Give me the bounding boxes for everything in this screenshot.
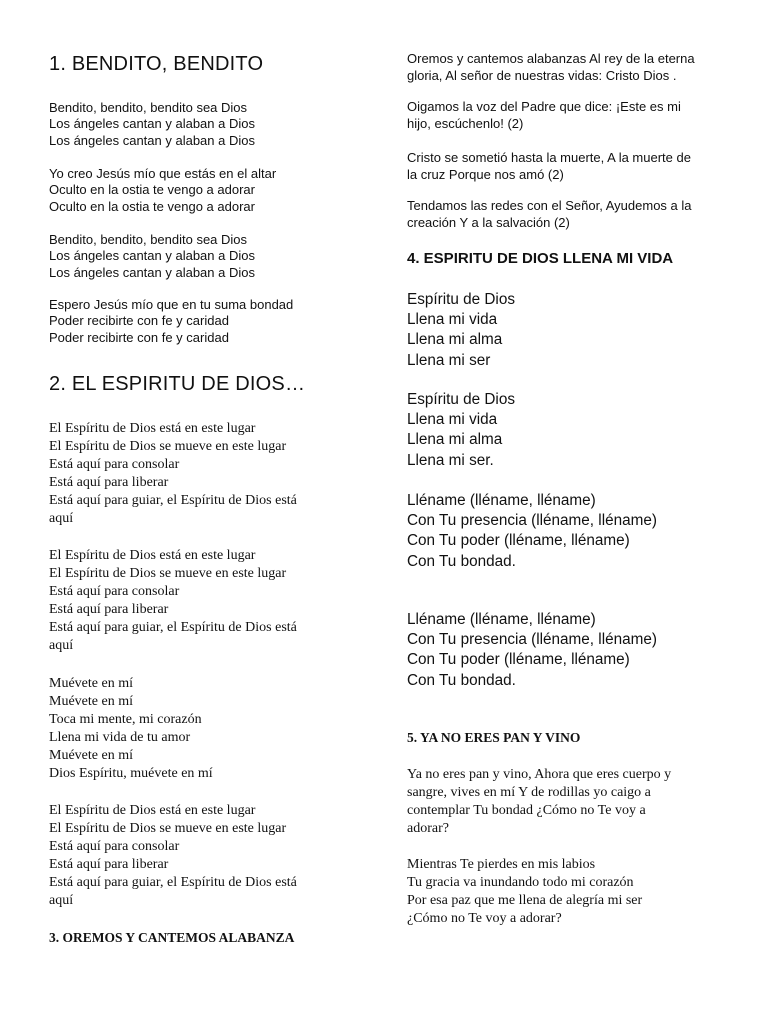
- lyric-line: Muévete en mí: [49, 748, 133, 764]
- lyric-line: Con Tu bondad.: [407, 552, 516, 570]
- lyric-line: aquí: [49, 511, 74, 527]
- song-3-paragraph-1: [407, 51, 695, 84]
- lyric-line: Llena mi alma: [407, 331, 503, 349]
- song-2-stanza-1: [49, 420, 297, 529]
- lyric-line: Con Tu presencia (lléname, lléname): [407, 512, 657, 530]
- song-3-paragraph-4: [407, 198, 692, 231]
- song-4-stanza-1: [407, 290, 515, 371]
- lyric-line: Está aquí para consolar: [49, 457, 180, 473]
- song-4-stanza-3: [407, 491, 657, 572]
- lyric-line: Los ángeles cantan y alaban a Dios: [49, 116, 255, 132]
- song-5-stanza-1: [407, 766, 671, 838]
- song-3-paragraph-3: [407, 150, 691, 183]
- song-5-stanza-2: [407, 856, 642, 928]
- lyric-line: El Espíritu de Dios está en este lugar: [49, 548, 256, 563]
- lyric-line: Espíritu de Dios: [407, 391, 515, 408]
- lyric-line: Muévete en mí: [49, 694, 133, 710]
- lyric-line: Con Tu presencia (lléname, lléname): [407, 631, 657, 649]
- lyric-line: Tu gracia va inundando todo mi corazón: [407, 875, 634, 891]
- lyric-line: Oremos y cantemos alabanzas Al rey de la eterna: [407, 51, 695, 66]
- lyric-line: Oculto en la ostia te vengo a adorar: [49, 182, 255, 198]
- lyric-line: Oigamos la voz del Padre que dice: ¡Este es mi: [407, 99, 681, 114]
- song-4-title: 4. ESPIRITU DE DIOS LLENA MI VIDA: [407, 250, 674, 267]
- song-1-title: 1. BENDITO, BENDITO: [49, 53, 264, 75]
- lyric-line: El Espíritu de Dios está en este lugar: [49, 803, 256, 818]
- lyric-line: la cruz Porque nos amó (2): [407, 166, 564, 182]
- song-2-stanza-3: [49, 675, 213, 784]
- lyric-line: hijo, escúchenlo! (2): [407, 115, 524, 131]
- lyric-line: Con Tu poder (lléname, lléname): [407, 651, 630, 669]
- song-1-stanza-1: [49, 100, 255, 149]
- lyric-line: Lléname (lléname, lléname): [407, 611, 596, 628]
- lyric-line: Con Tu poder (lléname, lléname): [407, 532, 630, 550]
- song-2-title: 2. EL ESPIRITU DE DIOS…: [49, 373, 306, 395]
- lyric-line: creación Y a la salvación (2): [407, 214, 570, 230]
- lyric-line: Bendito, bendito, bendito sea Dios: [49, 232, 248, 247]
- song-2-stanza-4: [49, 802, 297, 911]
- song-1-stanza-2: [49, 166, 276, 215]
- lyric-line: Llena mi ser.: [407, 451, 494, 469]
- lyric-line: Está aquí para guiar, el Espíritu de Dios está: [49, 875, 297, 891]
- lyric-line: Los ángeles cantan y alaban a Dios: [49, 132, 255, 148]
- lyric-line: Llena mi alma: [407, 431, 503, 449]
- lyric-line: Muévete en mí: [49, 676, 133, 691]
- lyric-line: Tendamos las redes con el Señor, Ayudemos a la: [407, 198, 692, 213]
- lyric-line: Oculto en la ostia te vengo a adorar: [49, 198, 255, 214]
- lyric-line: Espero Jesús mío que en tu suma bondad: [49, 297, 294, 312]
- lyric-line: Yo creo Jesús mío que estás en el altar: [49, 166, 277, 181]
- lyric-line: Ya no eres pan y vino, Ahora que eres cuerpo y: [407, 767, 672, 782]
- lyric-line: gloria, Al señor de nuestras vidas: Cristo Dios .: [407, 67, 677, 83]
- song-1-stanza-4: [49, 297, 293, 346]
- lyric-line: aquí: [49, 893, 74, 909]
- lyric-line: El Espíritu de Dios se mueve en este lugar: [49, 821, 287, 837]
- lyric-line: Está aquí para liberar: [49, 475, 169, 491]
- lyric-line: Está aquí para guiar, el Espíritu de Dios está: [49, 620, 297, 636]
- lyric-line: Dios Espíritu, muévete en mí: [49, 766, 213, 782]
- lyric-line: Llena mi vida: [407, 411, 498, 429]
- lyric-line: Mientras Te pierdes en mis labios: [407, 857, 596, 872]
- song-4-stanza-4: [407, 610, 657, 691]
- lyric-line: Está aquí para liberar: [49, 602, 169, 618]
- lyric-line: Llena mi ser: [407, 351, 491, 369]
- lyric-line: sangre, vives en mí Y de rodillas yo caigo a: [407, 785, 651, 801]
- lyric-line: Lléname (lléname, lléname): [407, 492, 596, 509]
- lyric-line: El Espíritu de Dios se mueve en este lugar: [49, 566, 287, 582]
- song-4-stanza-2: [407, 390, 515, 471]
- lyric-line: Cristo se sometió hasta la muerte, A la muerte de: [407, 150, 691, 165]
- lyric-line: Bendito, bendito, bendito sea Dios: [49, 100, 248, 115]
- song-3-paragraph-2: [407, 99, 681, 132]
- lyric-line: Poder recibirte con fe y caridad: [49, 329, 229, 345]
- song-2-stanza-2: [49, 547, 297, 656]
- lyric-line: Los ángeles cantan y alaban a Dios: [49, 264, 255, 280]
- lyric-line: Con Tu bondad.: [407, 671, 516, 689]
- lyric-line: Llena mi vida de tu amor: [49, 730, 191, 746]
- lyric-line: Está aquí para consolar: [49, 839, 180, 855]
- lyric-line: Espíritu de Dios: [407, 291, 515, 308]
- song-5-title: 5. YA NO ERES PAN Y VINO: [407, 730, 581, 745]
- lyric-line: ¿Cómo no Te voy a adorar?: [407, 911, 562, 927]
- lyric-line: Por esa paz que me llena de alegría mi ser: [407, 893, 643, 909]
- lyric-line: El Espíritu de Dios se mueve en este lugar: [49, 439, 287, 455]
- lyric-line: Está aquí para guiar, el Espíritu de Dios está: [49, 493, 297, 509]
- lyric-line: Los ángeles cantan y alaban a Dios: [49, 248, 255, 264]
- lyric-line: El Espíritu de Dios está en este lugar: [49, 421, 256, 436]
- lyric-line: aquí: [49, 638, 74, 654]
- lyric-line: Está aquí para liberar: [49, 857, 169, 873]
- lyric-line: adorar?: [407, 821, 449, 837]
- lyric-line: Está aquí para consolar: [49, 584, 180, 600]
- song-1-stanza-3: [49, 232, 255, 281]
- lyric-line: Llena mi vida: [407, 311, 498, 329]
- lyric-line: Toca mi mente, mi corazón: [49, 712, 202, 728]
- lyric-line: Poder recibirte con fe y caridad: [49, 313, 229, 329]
- lyric-line: contemplar Tu bondad ¿Cómo no Te voy a: [407, 803, 646, 819]
- song-3-title: 3. OREMOS Y CANTEMOS ALABANZA: [49, 930, 295, 945]
